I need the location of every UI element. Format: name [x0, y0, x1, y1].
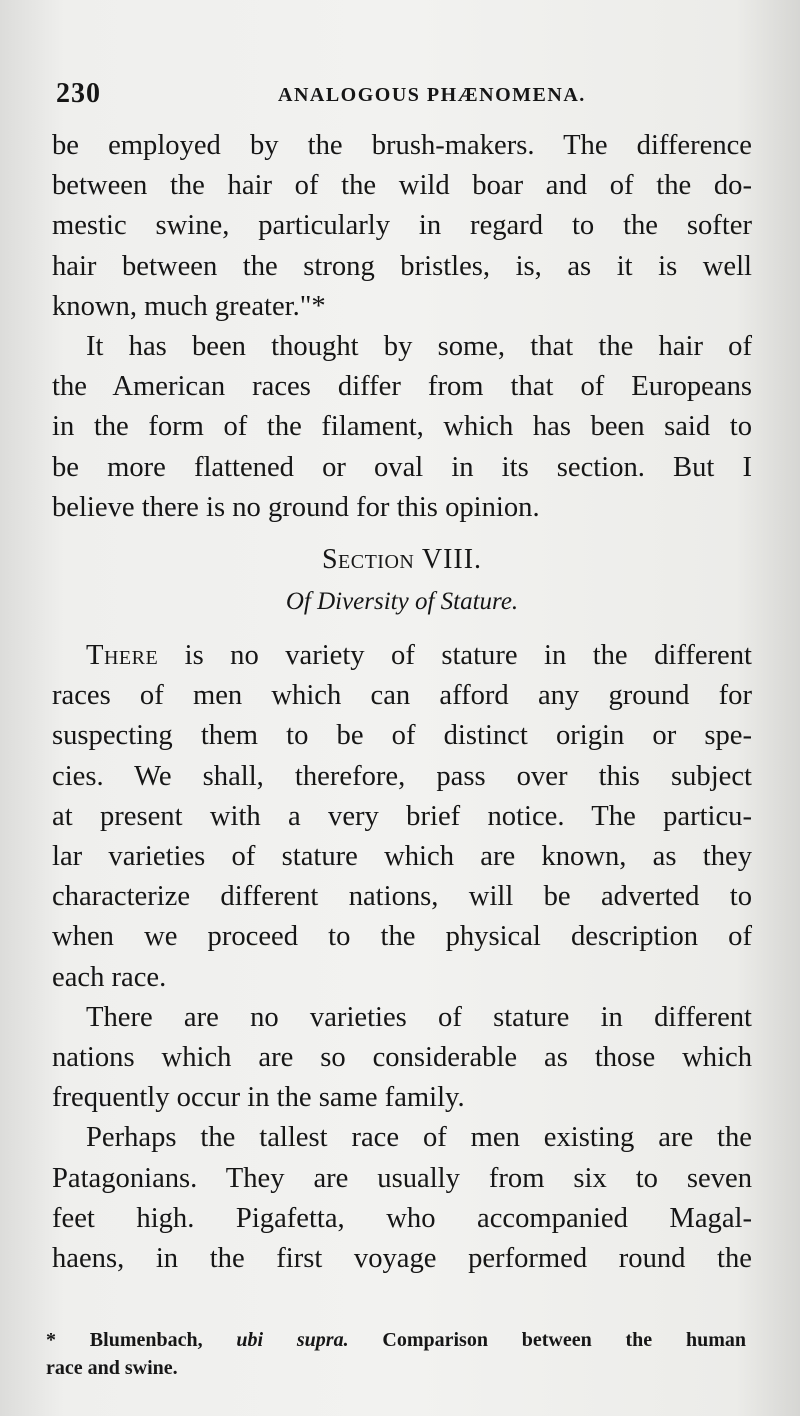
lead-word: There: [86, 640, 159, 672]
footnote-line: [46, 1326, 746, 1354]
text-line: Patagonians. They are usually from six to seven: [52, 1162, 752, 1194]
text-line: haens, in the first voyage performed round the: [52, 1243, 752, 1275]
running-head: ANALOGOUS PHÆNOMENA.: [278, 84, 586, 106]
footnote-marker: *: [46, 1329, 56, 1351]
paragraph-4: [52, 998, 752, 1119]
text-line: feet high. Pigafetta, who accompanied Magal-: [52, 1202, 752, 1234]
footnote-author: Blumenbach,: [89, 1329, 203, 1351]
section-subtitle: Of Diversity of Stature.: [285, 588, 519, 616]
text-line: characterize different nations, will be adverted to: [52, 881, 752, 913]
text-line: races of men which can afford any ground for: [52, 680, 752, 712]
text-line: in the form of the filament, which has been said to: [52, 411, 752, 443]
text-line: [52, 636, 752, 676]
text-line: be employed by the brush-makers. The difference: [52, 130, 752, 161]
text-line: each race.: [52, 961, 167, 993]
text-line: known, much greater."*: [52, 290, 326, 322]
lead-rest: is no variety of stature in the different: [184, 640, 752, 672]
text-line: lar varieties of stature which are known, as they: [52, 841, 752, 873]
text-line: at present with a very brief notice. The particu-: [52, 800, 752, 832]
text-line: be more flattened or oval in its section. But I: [52, 451, 752, 483]
text-line: when we proceed to the physical description of: [52, 921, 752, 953]
text-line: It has been thought by some, that the hair of: [86, 331, 752, 363]
page-header: [52, 78, 752, 118]
footnote-line: race and swine.: [46, 1357, 178, 1379]
text-line: hair between the strong bristles, is, as it is well: [52, 250, 752, 282]
footnote-italic: ubi supra.: [236, 1329, 349, 1351]
footnote: [46, 1326, 746, 1382]
text-line: the American races differ from that of Europeans: [52, 371, 752, 403]
paragraph-5: [52, 1118, 752, 1279]
text-line: There are no varieties of stature in different: [86, 1001, 752, 1033]
section-heading: [52, 540, 752, 580]
paragraph-2: [52, 327, 752, 528]
text-line: between the hair of the wild boar and of the do-: [52, 170, 752, 202]
paragraph-3: [52, 636, 752, 998]
text-line: cies. We shall, therefore, pass over this subject: [52, 760, 752, 792]
section-label: Section: [321, 544, 415, 576]
text-line: believe there is no ground for this opinion.: [52, 491, 540, 523]
section-number: VIII.: [421, 544, 483, 576]
text-line: frequently occur in the same family.: [52, 1082, 465, 1114]
text-line: mestic swine, particularly in regard to the softer: [52, 210, 752, 242]
text-line: suspecting them to be of distinct origin or spe-: [52, 720, 752, 752]
text-line: nations which are so considerable as those which: [52, 1042, 752, 1074]
page-number: 230: [56, 78, 101, 109]
footnote-rest: Comparison between the human: [382, 1329, 746, 1351]
body-text: [52, 126, 752, 1279]
text-line: Perhaps the tallest race of men existing are the: [86, 1122, 752, 1154]
paragraph-1: [52, 126, 752, 327]
